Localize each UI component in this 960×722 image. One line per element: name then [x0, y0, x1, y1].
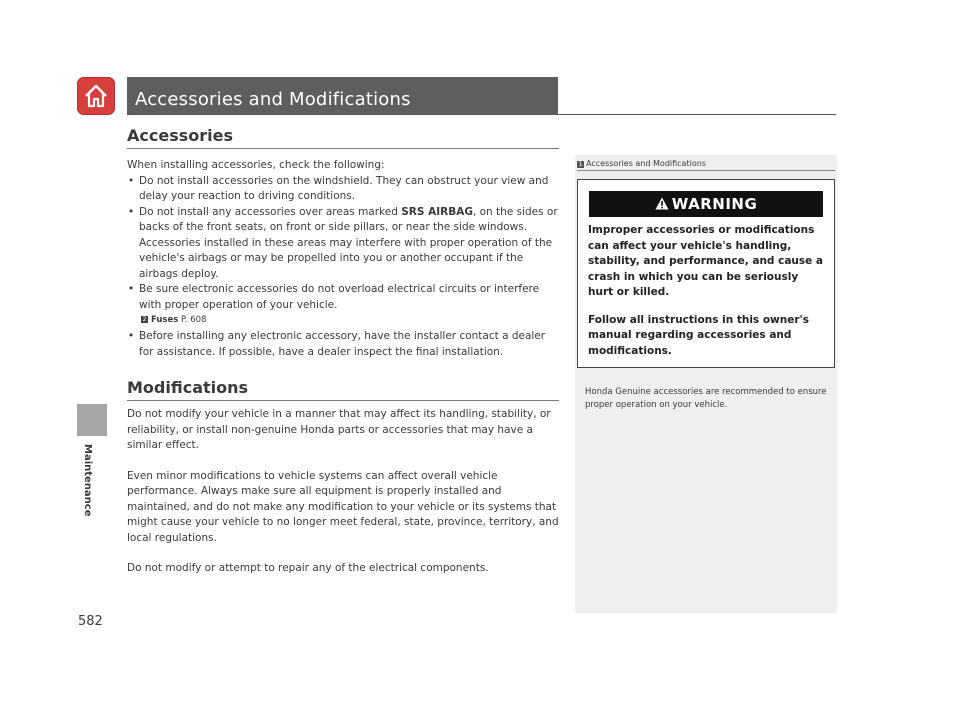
modifications-heading: Modifications: [127, 378, 559, 401]
list-item: • Before installing any electronic accessory, have the installer contact a dealer for assistance. If possible, have a dealer inspect the final installation.: [127, 329, 559, 360]
modifications-paragraph: Do not modify or attempt to repair any of the electrical components.: [127, 562, 489, 574]
reference-page: P. 608: [181, 315, 207, 325]
warning-box: [577, 179, 835, 368]
main-content: [127, 126, 559, 577]
warning-title-text: WARNING: [671, 195, 758, 213]
sidebar-heading-text: Accessories and Modifications: [586, 159, 706, 168]
list-item: • Be sure electronic accessories do not overload electrical circuits or interfere with proper operation of your vehicle.: [127, 282, 559, 313]
page-number: 582: [78, 614, 103, 629]
sidebar-heading: [577, 159, 835, 171]
sidebar-notes: [575, 155, 837, 613]
accessories-list: [127, 174, 559, 314]
section-label: Maintenance: [82, 444, 93, 517]
warning-paragraph: Follow all instructions in this owner's manual regarding accessories and modifications.: [588, 313, 809, 357]
warning-text: [578, 217, 834, 367]
warning-title: [589, 191, 823, 217]
accessories-intro: When installing accessories, check the following:: [127, 159, 385, 171]
fuses-reference-link[interactable]: [127, 314, 559, 326]
list-item: • Do not install accessories on the windshield. They can obstruct your view and delay your reaction to driving conditions.: [127, 174, 559, 205]
accessories-heading: Accessories: [127, 126, 559, 149]
accessories-list-cont: [127, 329, 559, 360]
sidebar-note: Honda Genuine accessories are recommended to ensure proper operation on your vehicle.: [585, 387, 827, 410]
title-divider: [127, 114, 836, 115]
home-button[interactable]: [77, 77, 115, 115]
warning-paragraph: Improper accessories or modifications can affect your vehicle's handling, stability, and performance, and cause a crash in which you can be seriously hurt or killed.: [588, 224, 823, 298]
section-tab[interactable]: [77, 404, 107, 436]
modifications-paragraph: Do not modify your vehicle in a manner that may affect its handling, stability, or reliability, or install non-genuine Honda parts or accessories that may have a similar effect.: [127, 408, 551, 451]
warning-triangle-icon: [655, 197, 669, 210]
list-item-text: Do not install any accessories over areas marked: [139, 205, 402, 218]
modifications-paragraph: Even minor modifications to vehicle systems can affect overall vehicle performance. Always make sure all equipment is properly installed and maintained, and do not make any modification to your vehicle or its systems that might cause your vehicle to no longer meet federal, state, province, territory, and local regulations.: [127, 469, 559, 544]
reference-arrow-icon: 2: [142, 316, 147, 323]
home-icon: [82, 82, 110, 110]
list-item: [127, 205, 559, 283]
page-title: Accessories and Modifications: [135, 89, 411, 110]
note-number-icon: 1: [578, 161, 583, 168]
srs-airbag-label: SRS AIRBAG: [401, 205, 473, 218]
list-item-text: , on the sides or backs of the front seats, on front or side pillars, or near the side windows. Accessories installed in these areas may interfere with proper operation of the vehicle's airbags or may be propelled into you or another occupant if the airbags deploy.: [139, 205, 558, 280]
page-title-bar: [127, 77, 558, 115]
reference-name: Fuses: [151, 315, 179, 325]
